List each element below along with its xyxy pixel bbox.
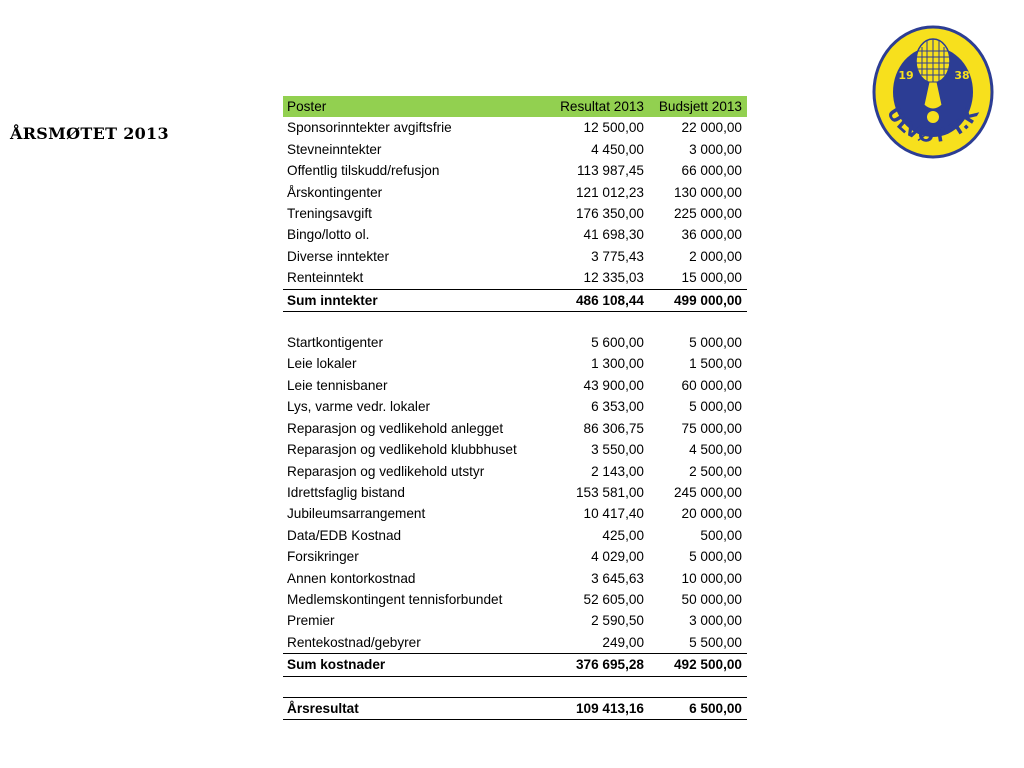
- row-label: Sum kostnader: [283, 654, 547, 676]
- row-result: 376 695,28: [547, 654, 649, 676]
- row-label: Idrettsfaglig bistand: [287, 484, 405, 500]
- row-budget: 3 000,00: [689, 613, 742, 629]
- row-result: 10 417,40: [583, 506, 644, 522]
- row-budget: 20 000,00: [681, 506, 742, 522]
- income-row: [283, 139, 747, 160]
- row-budget: 499 000,00: [649, 289, 747, 311]
- row-result: 5 600,00: [591, 335, 644, 351]
- cost-row: [283, 375, 747, 396]
- cost-row: [283, 396, 747, 417]
- row-result: 4 029,00: [591, 549, 644, 565]
- row-budget: 60 000,00: [681, 377, 742, 393]
- row-result: 3 775,43: [591, 248, 644, 264]
- cost-sum-row: [283, 654, 747, 676]
- row-label: Reparasjon og vedlikehold anlegget: [287, 420, 504, 436]
- row-label: Premier: [287, 613, 335, 629]
- row-result: 12 335,03: [583, 270, 644, 286]
- spacer-cell: [283, 676, 747, 697]
- row-budget: 22 000,00: [681, 120, 742, 136]
- row-result: 2 590,50: [591, 613, 644, 629]
- row-label: Forsikringer: [287, 549, 359, 565]
- income-row: [283, 224, 747, 245]
- cost-row: [283, 461, 747, 482]
- row-result: 113 987,45: [576, 163, 644, 179]
- income-row: [283, 117, 747, 138]
- row-result: 109 413,16: [547, 697, 649, 719]
- row-label: Startkontigenter: [287, 335, 383, 351]
- row-budget: 5 000,00: [689, 549, 742, 565]
- cost-row: [283, 503, 747, 524]
- row-label: Lys, varme vedr. lokaler: [287, 399, 431, 415]
- cost-row: [283, 332, 747, 353]
- cost-row: [283, 525, 747, 546]
- row-result: 249,00: [602, 634, 644, 650]
- row-result: 176 350,00: [575, 206, 644, 222]
- row-result: 3 645,63: [591, 570, 644, 586]
- row-result: 6 353,00: [591, 399, 644, 415]
- row-result: 486 108,44: [547, 289, 649, 311]
- row-label: Treningsavgift: [287, 206, 372, 222]
- logo-year-left: 19: [898, 69, 914, 82]
- row-budget: 15 000,00: [681, 270, 742, 286]
- spacer-cell: [283, 312, 747, 333]
- row-label: Reparasjon og vedlikehold klubbhuset: [287, 442, 517, 458]
- row-label: Annen kontorkostnad: [287, 570, 416, 586]
- cost-row: [283, 589, 747, 610]
- row-budget: 36 000,00: [681, 227, 742, 243]
- cost-row: [283, 568, 747, 589]
- row-result: 43 900,00: [583, 377, 644, 393]
- row-label: Data/EDB Kostnad: [287, 527, 402, 543]
- row-budget: 492 500,00: [649, 654, 747, 676]
- logo-year-right: 38: [954, 69, 970, 82]
- row-budget: 500,00: [700, 527, 742, 543]
- cost-row: [283, 610, 747, 631]
- logo-club-name: ULVØY T.K: [882, 102, 984, 148]
- row-result: 1 300,00: [591, 356, 644, 372]
- row-label: Rentekostnad/gebyrer: [287, 634, 421, 650]
- cost-row: [283, 632, 747, 654]
- row-budget: 225 000,00: [673, 206, 742, 222]
- annual-result-row: [283, 697, 747, 719]
- row-budget: 2 500,00: [689, 463, 742, 479]
- row-label: Sum inntekter: [283, 289, 547, 311]
- row-budget: 75 000,00: [681, 420, 742, 436]
- row-label: Jubileumsarrangement: [287, 506, 426, 522]
- row-label: Leie lokaler: [287, 356, 357, 372]
- income-row: [283, 246, 747, 267]
- income-row: [283, 160, 747, 181]
- row-label: Diverse inntekter: [287, 248, 389, 264]
- table-header-row: [283, 96, 747, 117]
- row-budget: 5 500,00: [689, 634, 742, 650]
- page-title: ÅRSMØTET 2013: [10, 124, 169, 143]
- row-label: Reparasjon og vedlikehold utstyr: [287, 463, 485, 479]
- budget-table: [283, 96, 747, 720]
- row-result: 153 581,00: [575, 484, 644, 500]
- row-label: Renteinntekt: [287, 270, 364, 286]
- header-budget: Budsjett 2013: [649, 96, 747, 117]
- row-label: Offentlig tilskudd/refusjon: [287, 163, 440, 179]
- row-budget: 50 000,00: [681, 591, 742, 607]
- income-row: [283, 182, 747, 203]
- cost-row: [283, 482, 747, 503]
- row-label: Årsresultat: [283, 697, 547, 719]
- income-row: [283, 203, 747, 224]
- row-budget: 10 000,00: [681, 570, 742, 586]
- tennis-ball-icon: [927, 111, 939, 123]
- row-result: 86 306,75: [583, 420, 644, 436]
- header-label: Poster: [283, 96, 547, 117]
- cost-row: [283, 439, 747, 460]
- row-budget: 5 000,00: [689, 399, 742, 415]
- income-sum-row: [283, 289, 747, 311]
- row-budget: 2 000,00: [689, 248, 742, 264]
- row-budget: 66 000,00: [681, 163, 742, 179]
- row-result: 4 450,00: [591, 141, 644, 157]
- row-result: 3 550,00: [591, 442, 644, 458]
- row-result: 52 605,00: [583, 591, 644, 607]
- row-budget: 5 000,00: [689, 335, 742, 351]
- income-row: [283, 267, 747, 289]
- row-label: Årskontingenter: [287, 184, 383, 200]
- row-label: Leie tennisbaner: [287, 377, 388, 393]
- spacer-row: [283, 676, 747, 697]
- row-budget: 1 500,00: [689, 356, 742, 372]
- row-label: Medlemskontingent tennisforbundet: [287, 591, 503, 607]
- row-budget: 6 500,00: [649, 697, 747, 719]
- row-budget: 3 000,00: [689, 141, 742, 157]
- cost-row: [283, 546, 747, 567]
- row-result: 2 143,00: [591, 463, 644, 479]
- row-result: 41 698,30: [583, 227, 644, 243]
- row-budget: 4 500,00: [689, 442, 742, 458]
- row-budget: 245 000,00: [673, 484, 742, 500]
- row-label: Bingo/lotto ol.: [287, 227, 370, 243]
- club-logo: [872, 25, 994, 159]
- row-result: 12 500,00: [583, 120, 644, 136]
- cost-row: [283, 353, 747, 374]
- row-label: Sponsorinntekter avgiftsfrie: [287, 120, 452, 136]
- row-result: 121 012,23: [575, 184, 644, 200]
- header-result: Resultat 2013: [547, 96, 649, 117]
- cost-row: [283, 418, 747, 439]
- spacer-row: [283, 312, 747, 333]
- row-budget: 130 000,00: [673, 184, 742, 200]
- row-result: 425,00: [602, 527, 644, 543]
- row-label: Stevneinntekter: [287, 141, 382, 157]
